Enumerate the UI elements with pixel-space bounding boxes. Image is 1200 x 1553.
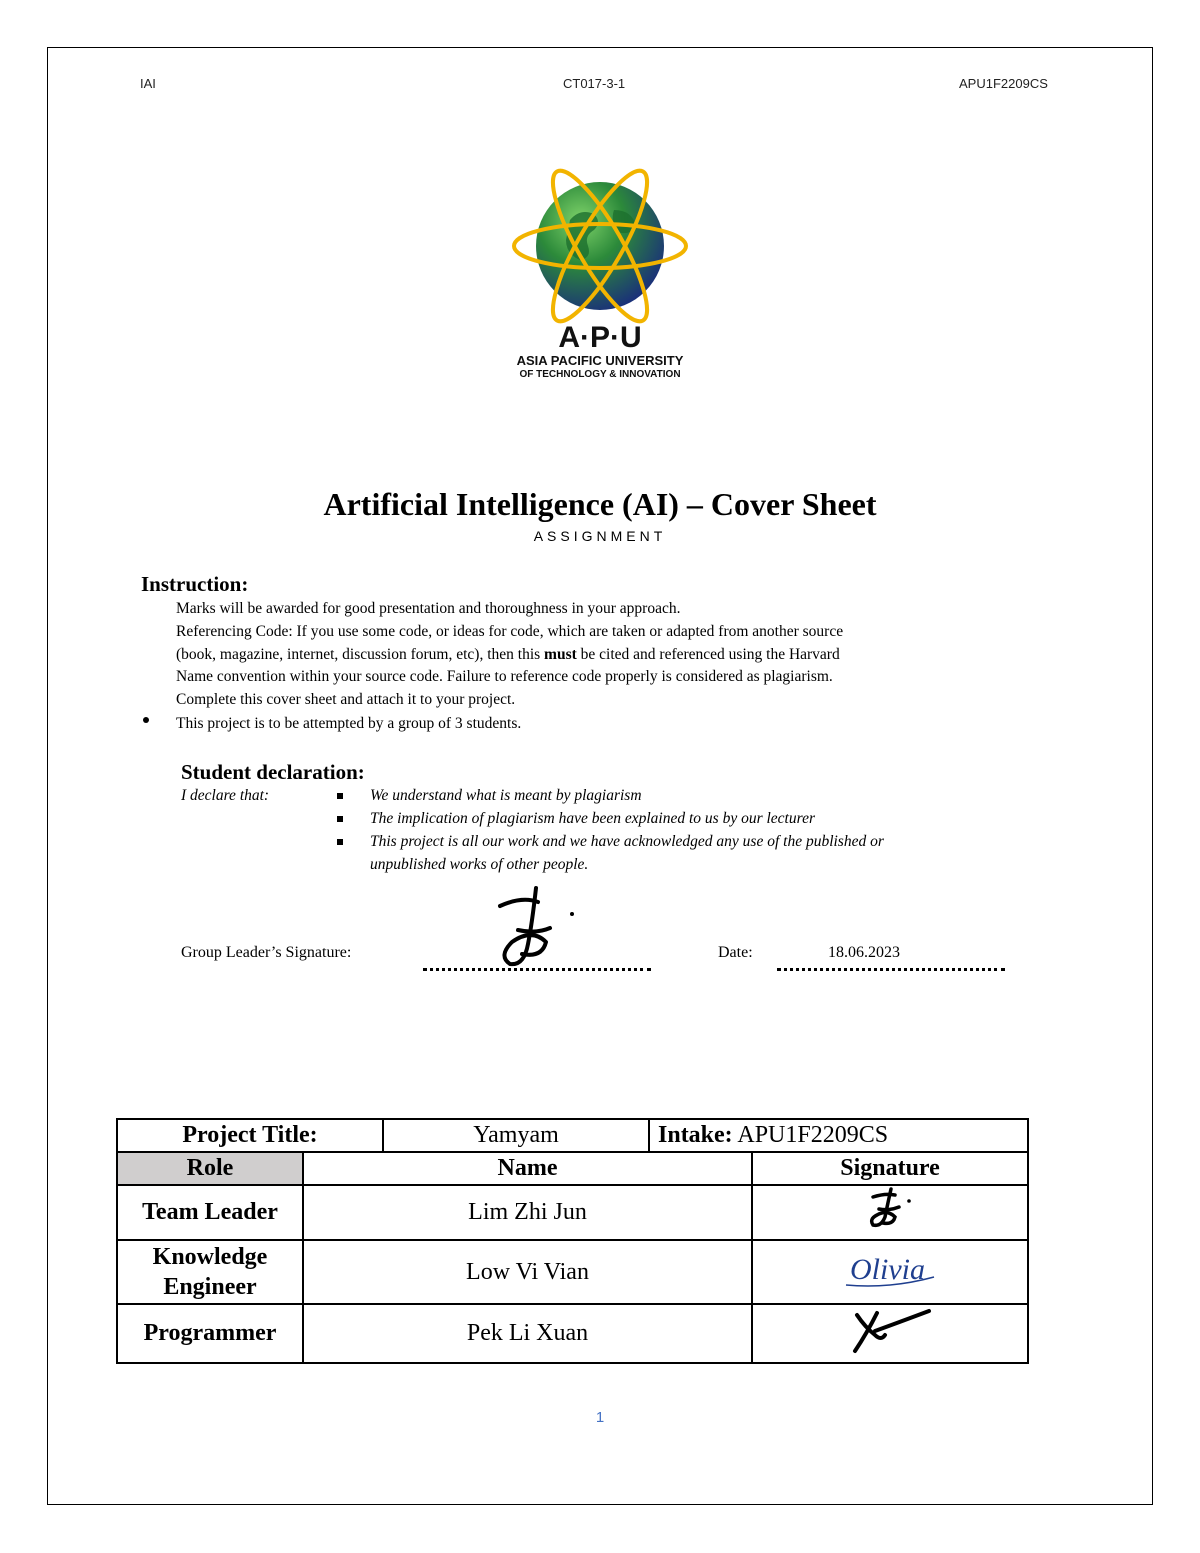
- project-title-value: Yamyam: [383, 1119, 649, 1152]
- table-row: [117, 1304, 1028, 1363]
- intake-value: APU1F2209CS: [737, 1122, 889, 1148]
- header-left: IAI: [140, 76, 156, 91]
- declaration-item: The implication of plagiarism have been explained to us by our lecturer: [370, 810, 815, 827]
- apu-logo: [474, 150, 726, 400]
- logo-sub: OF TECHNOLOGY & INNOVATION: [519, 369, 681, 380]
- document-title: Artificial Intelligence (AI) – Cover Sheet: [323, 486, 877, 522]
- instruction-emphasis: must: [544, 646, 577, 663]
- name-header: Name: [303, 1152, 752, 1185]
- date-line: [777, 968, 1005, 971]
- member-signature-cell: [752, 1185, 1028, 1240]
- bullet-square: [337, 793, 343, 799]
- instruction-line: This project is to be attempted by a group of 3 students.: [176, 715, 522, 732]
- page-number: 1: [595, 1409, 605, 1426]
- logo-university: ASIA PACIFIC UNIVERSITY: [516, 353, 684, 368]
- bullet-square: [337, 816, 343, 822]
- instruction-line: Complete this cover sheet and attach it to your project.: [176, 691, 516, 708]
- instruction-line-part: be cited and referenced using the Harvard: [576, 646, 840, 663]
- table-row: [117, 1119, 1028, 1152]
- header-center: CT017-3-1: [563, 76, 626, 91]
- member-signature-cell: [752, 1304, 1028, 1363]
- declaration-item: unpublished works of other people.: [370, 856, 589, 873]
- instruction-line: Referencing Code: If you use some code, or ideas for code, which are taken or adapted from another source: [176, 623, 844, 640]
- member-name: Lim Zhi Jun: [303, 1185, 752, 1240]
- date-label: Date:: [718, 944, 753, 961]
- leader-signature-image: [488, 884, 588, 974]
- project-table: [116, 1118, 1029, 1364]
- member-signature-image: [865, 1187, 915, 1231]
- member-role: Team Leader: [117, 1185, 303, 1240]
- member-role: Programmer: [117, 1304, 303, 1363]
- intake-label: Intake:: [658, 1122, 733, 1148]
- member-signature-image: [845, 1305, 935, 1355]
- signature-header: Signature: [752, 1152, 1028, 1185]
- header-right: APU1F2209CS: [959, 76, 1048, 91]
- instruction-line: [176, 646, 840, 664]
- logo-letters: A·P·U: [558, 321, 642, 354]
- instruction-line: Name convention within your source code. Failure to reference code properly is considered as plagiarism.: [176, 668, 833, 685]
- document-subtitle: ASSIGNMENT: [533, 528, 667, 544]
- member-name: Pek Li Xuan: [303, 1304, 752, 1363]
- table-row: [117, 1152, 1028, 1185]
- intake-cell: [649, 1119, 1028, 1152]
- member-name: Low Vi Vian: [303, 1240, 752, 1304]
- declaration-item: We understand what is meant by plagiarism: [370, 787, 642, 804]
- declaration-item: This project is all our work and we have acknowledged any use of the published or: [370, 833, 884, 850]
- member-signature-image: [840, 1247, 940, 1291]
- project-title-label: Project Title:: [117, 1119, 383, 1152]
- member-signature-text: Olivia: [850, 1252, 925, 1286]
- bullet-square: [337, 839, 343, 845]
- member-signature-cell: [752, 1240, 1028, 1304]
- instruction-line-part: (book, magazine, internet, discussion forum, etc), then this: [176, 646, 545, 663]
- bullet-dot: [143, 717, 149, 723]
- declaration-heading: Student declaration:: [181, 760, 365, 784]
- table-row: [117, 1240, 1028, 1304]
- role-header: Role: [117, 1152, 303, 1185]
- instruction-heading: Instruction:: [141, 572, 249, 596]
- leader-signature-label: Group Leader’s Signature:: [181, 944, 352, 961]
- instruction-line: Marks will be awarded for good presentation and thoroughness in your approach.: [176, 600, 681, 617]
- table-row: [117, 1185, 1028, 1240]
- member-role: Knowledge Engineer: [117, 1240, 303, 1304]
- declaration-lead: I declare that:: [181, 787, 270, 804]
- date-value: 18.06.2023: [828, 944, 900, 961]
